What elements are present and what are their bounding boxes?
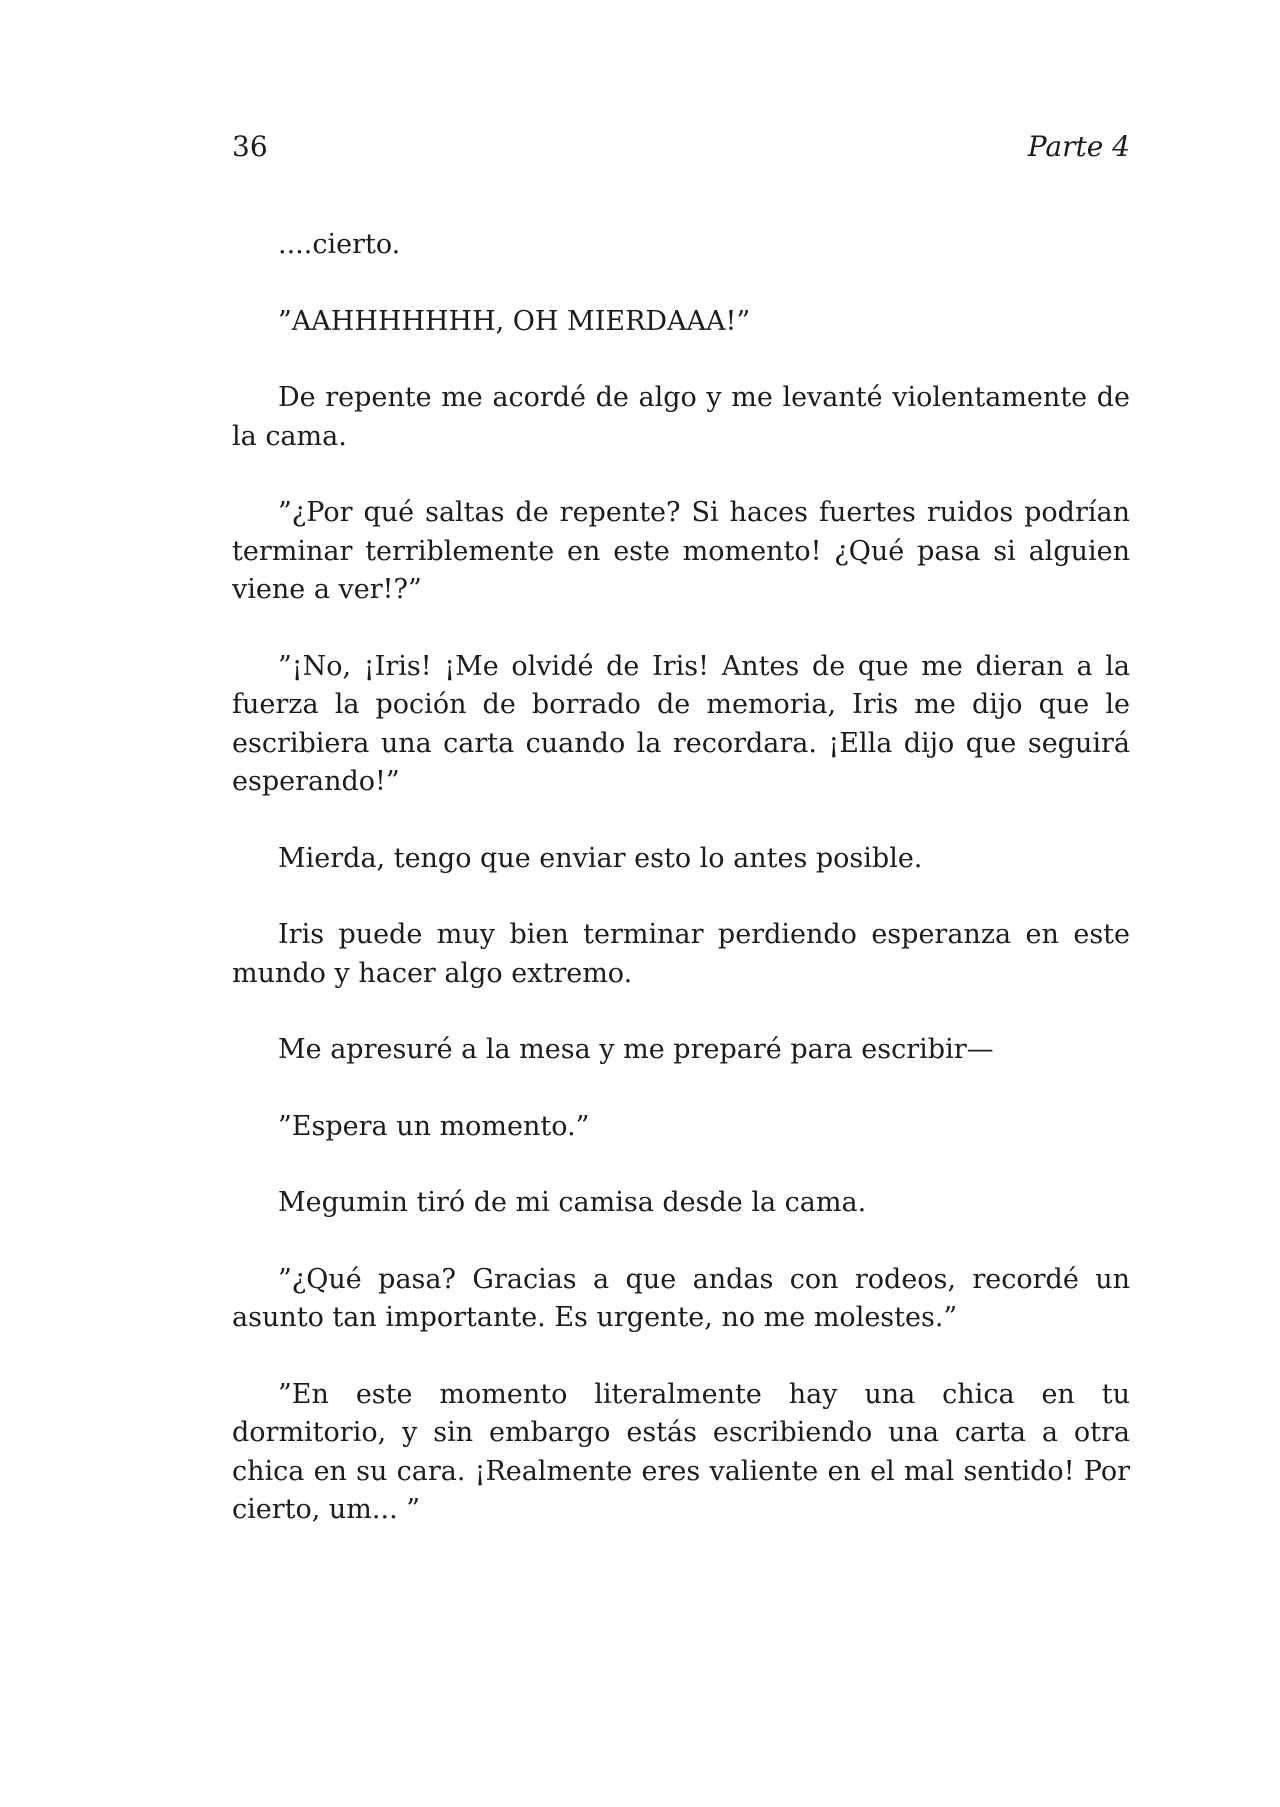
- paragraph: ”¿Qué pasa? Gracias a que andas con rodeos, recordé un asunto tan importante. Es urgente, no me molestes.”: [232, 1263, 1130, 1333]
- paragraph: Mierda, tengo que enviar esto lo antes posible.: [278, 842, 923, 874]
- paragraph: ....cierto.: [278, 229, 401, 260]
- paragraph: ”¡No, ¡Iris! ¡Me olvidé de Iris! Antes de que me dieran a la fuerza la poción de borrado de memoria, Iris me dijo que le escribiera una carta cuando la recordara. ¡Ella dijo que seguirá esperando!”: [232, 650, 1130, 797]
- paragraph: ”Espera un momento.”: [278, 1110, 590, 1142]
- running-head: Parte 4: [1027, 130, 1130, 163]
- paragraph: Me apresuré a la mesa y me preparé para escribir—: [278, 1034, 994, 1065]
- page-header: [232, 130, 1130, 170]
- paragraph: Iris puede muy bien terminar perdiendo esperanza en este mundo y hacer algo extremo.: [232, 919, 1130, 989]
- book-page: [232, 0, 1130, 1807]
- paragraph: ”AAHHHHHHH, OH MIERDAAA!”: [278, 305, 751, 337]
- page-number: 36: [232, 130, 268, 163]
- paragraph: ”¿Por qué saltas de repente? Si haces fuertes ruidos podrían terminar terriblemente en este momento! ¿Qué pasa si alguien viene a ver!?”: [232, 497, 1130, 605]
- paragraph: De repente me acordé de algo y me levanté violentamente de la cama.: [232, 382, 1130, 452]
- body-text: [232, 226, 1130, 1568]
- paragraph: ”En este momento literalmente hay una chica en tu dormitorio, y sin embargo estás escribiendo una carta a otra chica en su cara. ¡Realmente eres valiente en el mal sentido! Por cierto, um... ”: [232, 1378, 1130, 1525]
- paragraph: Megumin tiró de mi camisa desde la cama.: [278, 1187, 867, 1218]
